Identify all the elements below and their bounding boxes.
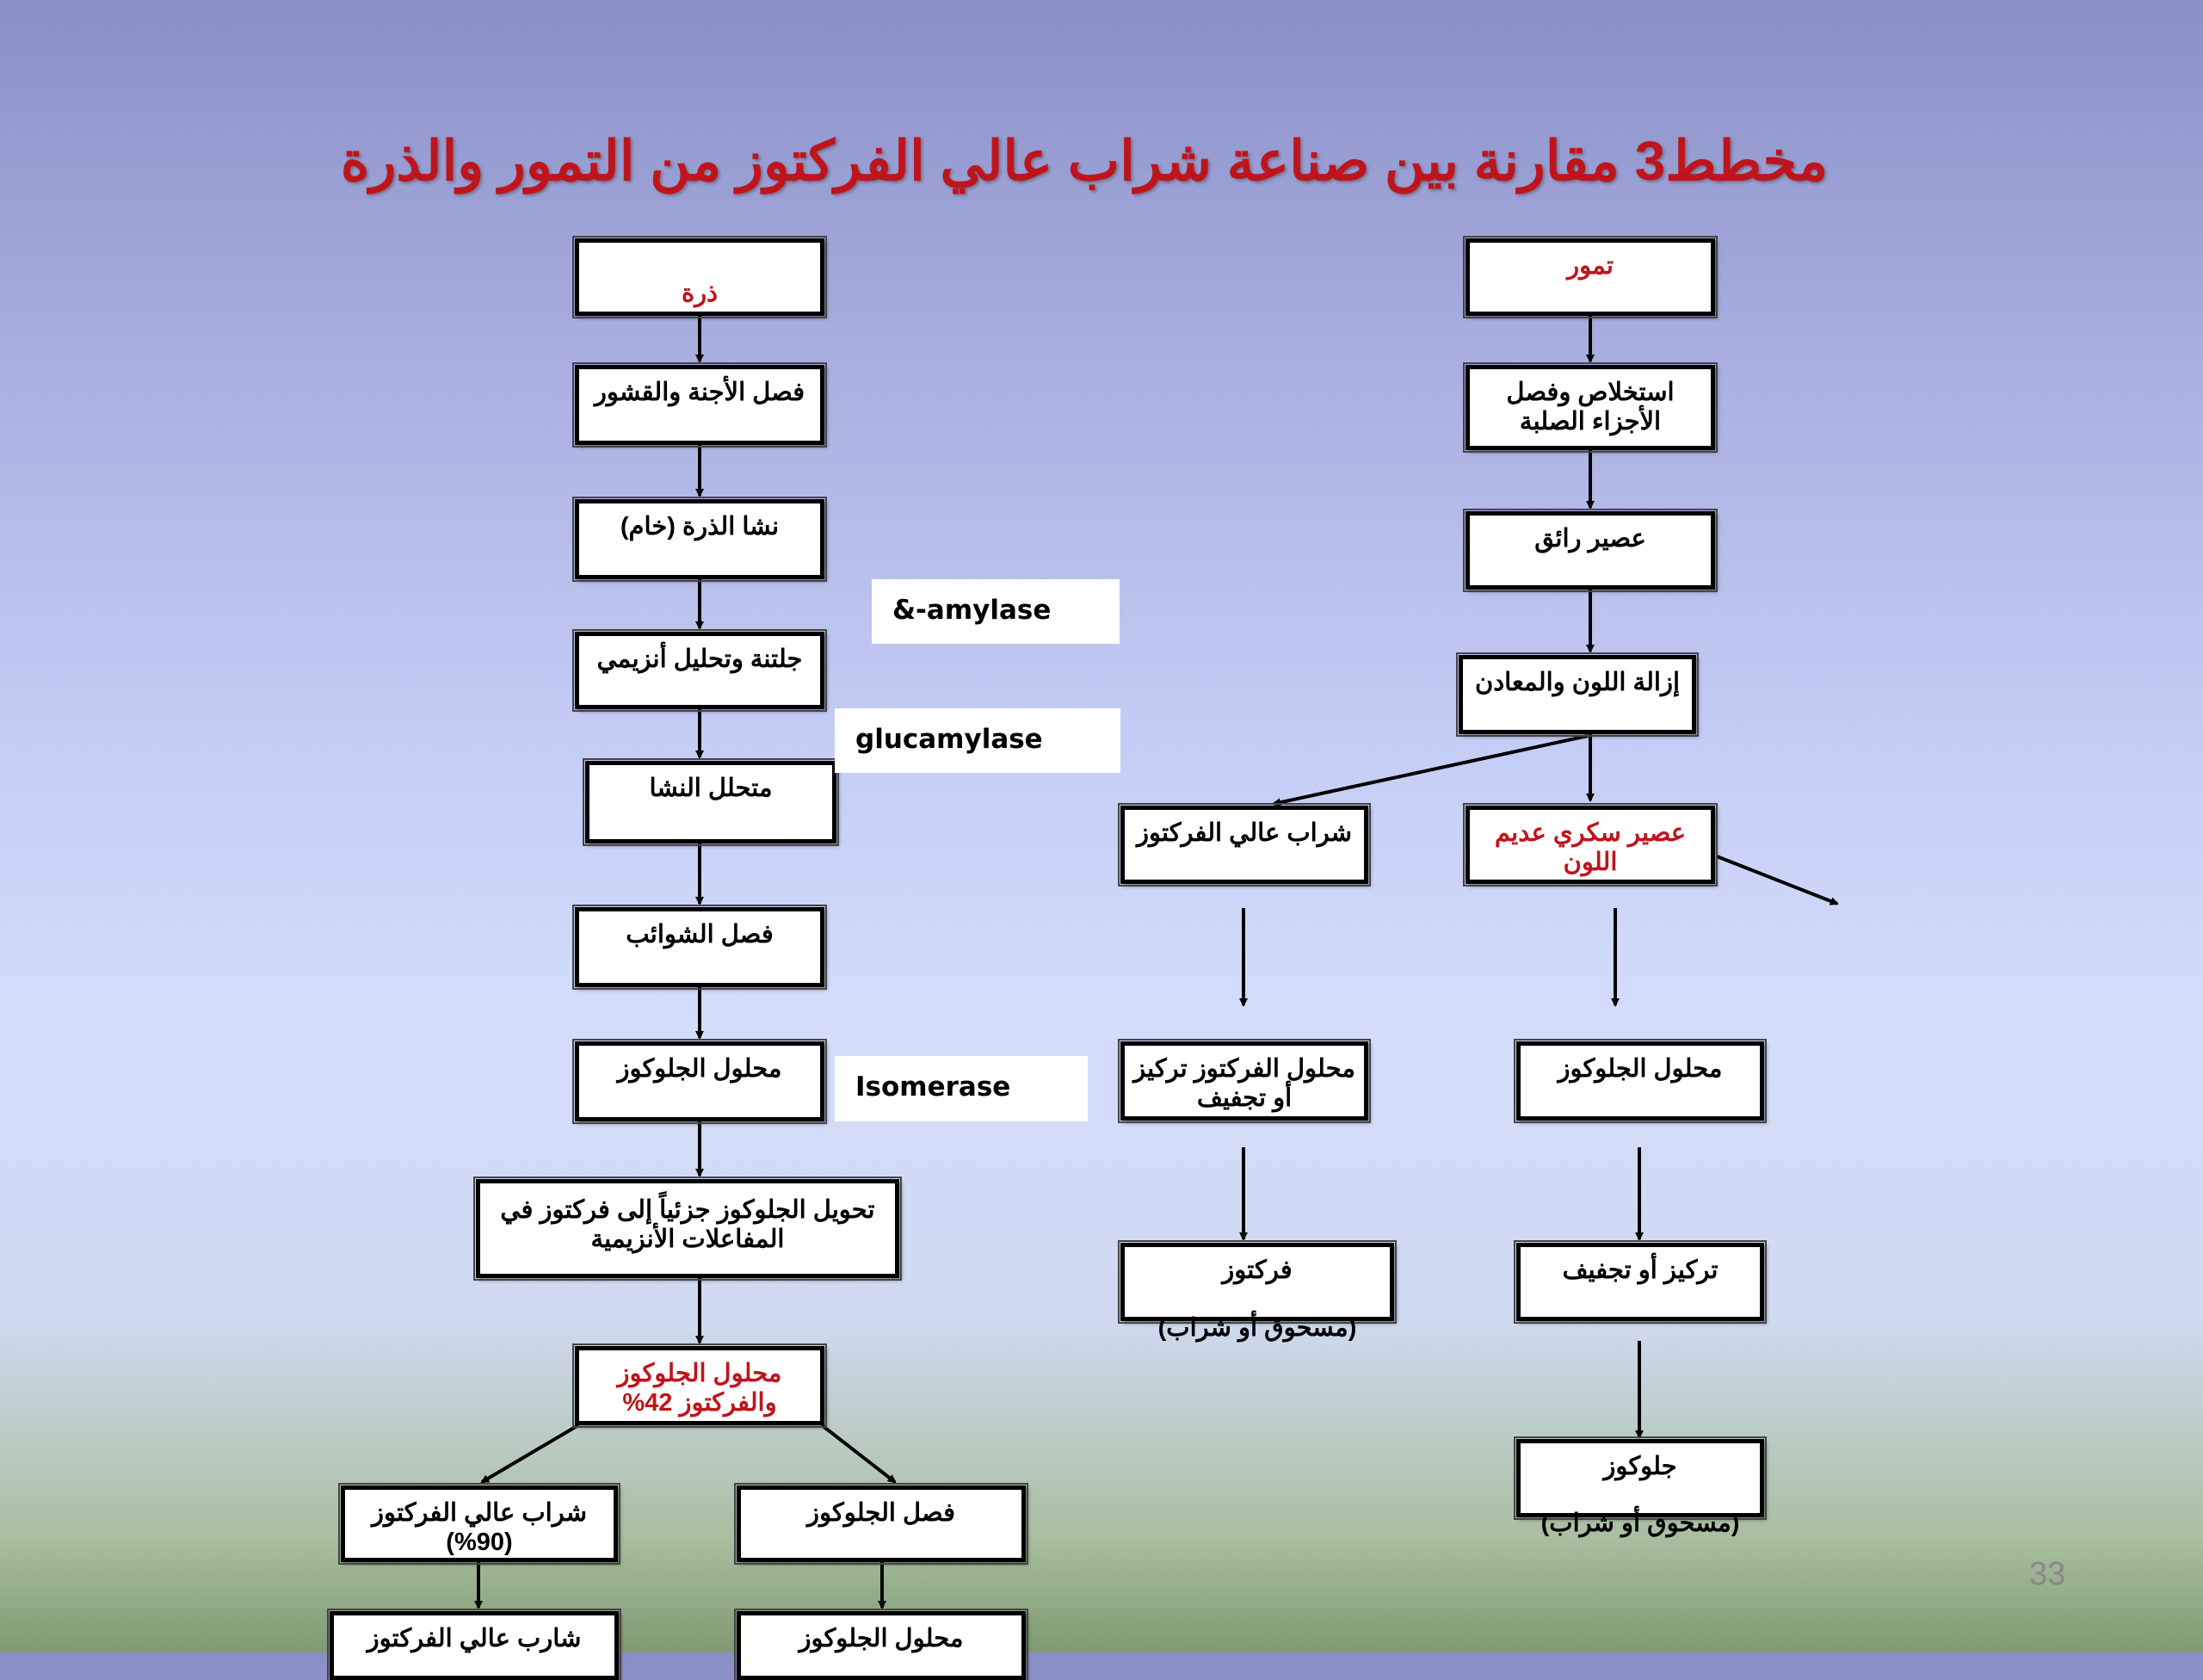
slide-title: مخطط3 مقارنة بين صناعة شراب عالي الفركتوز من التمور والذرة	[340, 130, 1829, 192]
arrow-corn-branch-right	[822, 1425, 895, 1482]
arrow-dates-out	[1717, 856, 1837, 904]
page-number: 33	[2029, 1556, 2066, 1592]
corn-glucose-final-box: محلول الجلوكوز	[737, 1611, 1026, 1680]
dates-step-extract-box: استخلاص وفصل الأجزاء الصلبة	[1466, 365, 1715, 450]
corn-hfcs-syrup-box: شارب عالي الفركتوز	[330, 1611, 619, 1680]
corn-step-impurities-box: فصل الشوائب	[575, 907, 824, 987]
corn-step-glucose-solution-box: محلول الجلوكوز	[575, 1041, 824, 1121]
dates-step-decolor-box: إزالة اللون والمعادن	[1459, 655, 1696, 734]
dates-glucose-form-label: (مسحوق أو شراب)	[1540, 1510, 1740, 1537]
corn-step-starch-box: نشا الذرة (خام)	[575, 499, 824, 579]
corn-step-isomerize-box: تحويل الجلوكوز جزئياً إلى فركتوز في المفاعلات الأنزيمية	[476, 1179, 899, 1278]
arrow-corn-branch-left	[482, 1425, 578, 1482]
dates-step-clear-juice-box: عصير رائق	[1466, 511, 1715, 590]
dates-start-box: تمور	[1466, 238, 1715, 316]
corn-step-degerm-box: فصل الأجنة والقشور	[575, 365, 824, 445]
dates-concentrate-box: تركيز أو تجفيف	[1516, 1243, 1764, 1321]
dates-fructose-solution-box: محلول الفركتوز تركيز أو تجفيف	[1120, 1041, 1368, 1121]
corn-hfcs-90-box: شراب عالي الفركتوز (90%)	[341, 1485, 618, 1562]
dates-hfcs-box: شراب عالي الفركتوز	[1120, 806, 1368, 884]
dates-glucose-solution-box: محلول الجلوكوز	[1516, 1041, 1764, 1121]
corn-glucose-separation-box: فصل الجلوكوز	[737, 1485, 1026, 1562]
dates-glucose-box: جلوكوز	[1516, 1439, 1764, 1517]
arrow-dates-to-syrup	[1274, 736, 1588, 804]
enzyme-isomerase-label: Isomerase	[835, 1056, 1088, 1121]
enzyme-glucamylase-label: glucamylase	[835, 708, 1120, 773]
corn-step-gelatinize-box: جلتنة وتحليل أنزيمي	[575, 632, 824, 709]
corn-start-box: ذرة	[575, 238, 824, 316]
enzyme-amylase-label: &-amylase	[872, 579, 1120, 644]
corn-step-hydrolysate-box: متحلل النشا	[585, 761, 836, 843]
dates-fructose-box: فركتوز	[1120, 1243, 1394, 1321]
corn-step-mixed-solution-box: محلول الجلوكوز والفركتوز 42%	[575, 1346, 824, 1425]
dates-fructose-form-label: (مسحوق أو شراب)	[1157, 1314, 1357, 1342]
dates-colorless-juice-box: عصير سكري عديم اللون	[1466, 806, 1715, 884]
